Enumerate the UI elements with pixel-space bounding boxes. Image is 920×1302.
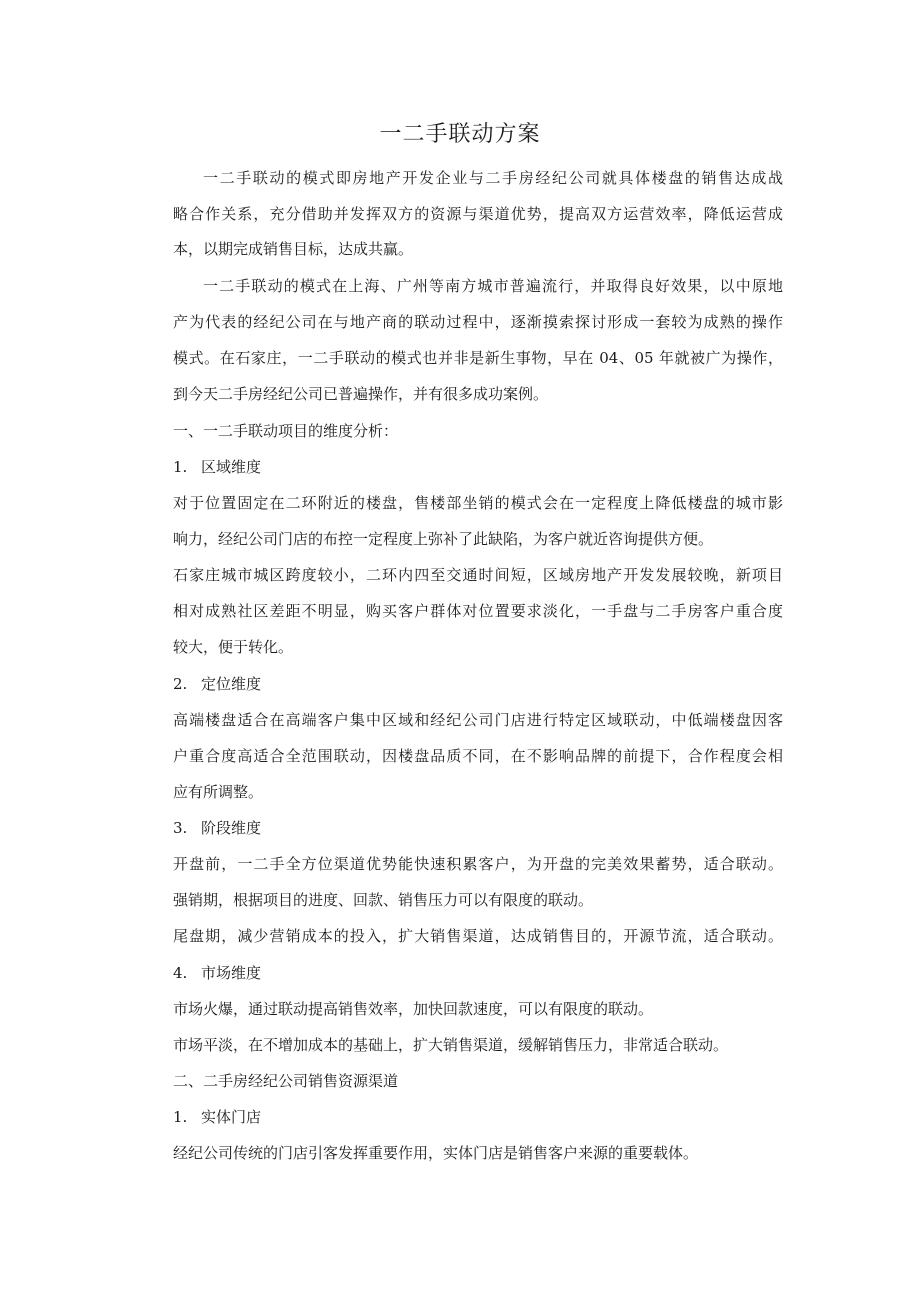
subheading-number: 2. (173, 675, 188, 693)
region-line-5: 较大，便于转化。 (173, 638, 294, 656)
subheading-label: 阶段维度 (201, 819, 262, 837)
store-line-1: 经纪公司传统的门店引客发挥重要作用，实体门店是销售客户来源的重要载体。 (173, 1144, 699, 1162)
region-line-3: 石家庄城市城区跨度较小，二环内四至交通时间短，区域房地产开发发展较晚，新项目 (173, 566, 783, 584)
subheading-region (173, 456, 783, 478)
stage-line-1: 开盘前，一二手全方位渠道优势能快速积累客户，为开盘的完美效果蓄势，适合联动。 (173, 855, 783, 873)
subheading-label: 实体门店 (201, 1108, 262, 1126)
document-title: 一二手联动方案 (379, 122, 541, 147)
subheading-stage (173, 817, 783, 839)
subheading-number: 3. (173, 819, 188, 837)
paragraph-2-line-4: 到今天二手房经纪公司已普遍操作，并有很多成功案例。 (173, 385, 549, 403)
paragraph-2-line-1: 一二手联动的模式在上海、广州等南方城市普遍流行，并取得良好效果，以中原地 (203, 277, 783, 295)
section-heading-2: 二、二手房经纪公司销售资源渠道 (173, 1072, 399, 1090)
subheading-number: 4. (173, 964, 188, 982)
paragraph-2-line-3: 模式。在石家庄，一二手联动的模式也并非是新生事物，早在 04、05 年就被广为操作， (173, 349, 783, 367)
paragraph-1-line-3: 本，以期完成销售目标，达成共赢。 (173, 240, 414, 258)
paragraph-1-line-2: 略合作关系，充分借助并发挥双方的资源与渠道优势，提高双方运营效率，降低运营成 (173, 205, 783, 223)
subheading-market (173, 962, 783, 984)
stage-line-3: 尾盘期，减少营销成本的投入，扩大销售渠道，达成销售目的，开源节流，适合联动。 (173, 927, 783, 945)
subheading-number: 1. (173, 458, 188, 476)
region-line-1: 对于位置固定在二环附近的楼盘，售楼部坐销的模式会在一定程度上降低楼盘的城市影 (173, 494, 783, 512)
subheading-positioning (173, 673, 783, 695)
market-line-2: 市场平淡，在不增加成本的基础上，扩大销售渠道，缓解销售压力，非常适合联动。 (173, 1036, 729, 1054)
region-line-2: 响力，经纪公司门店的布控一定程度上弥补了此缺陷，为客户就近咨询提供方便。 (173, 530, 714, 548)
stage-line-2: 强销期，根据项目的进度、回款、销售压力可以有限度的联动。 (173, 891, 594, 909)
section-heading-1: 一、一二手联动项目的维度分析： (173, 422, 399, 440)
subheading-number: 1. (173, 1108, 188, 1126)
subheading-label: 区域维度 (201, 458, 262, 476)
paragraph-1-line-1: 一二手联动的模式即房地产开发企业与二手房经纪公司就具体楼盘的销售达成战 (203, 169, 783, 187)
subheading-store (173, 1106, 783, 1128)
positioning-line-2: 户重合度高适合全范围联动，因楼盘品质不同，在不影响品牌的前提下，合作程度会相 (173, 747, 783, 765)
positioning-line-1: 高端楼盘适合在高端客户集中区域和经纪公司门店进行特定区域联动，中低端楼盘因客 (173, 711, 783, 729)
subheading-label: 定位维度 (201, 675, 262, 693)
region-line-4: 相对成熟社区差距不明显，购买客户群体对位置要求淡化，一手盘与二手房客户重合度 (173, 602, 783, 620)
subheading-label: 市场维度 (201, 964, 262, 982)
market-line-1: 市场火爆，通过联动提高销售效率，加快回款速度，可以有限度的联动。 (173, 1000, 654, 1018)
positioning-line-3: 应有所调整。 (173, 783, 264, 801)
paragraph-2-line-2: 产为代表的经纪公司在与地产商的联动过程中，逐渐摸索探讨形成一套较为成熟的操作 (173, 313, 783, 331)
